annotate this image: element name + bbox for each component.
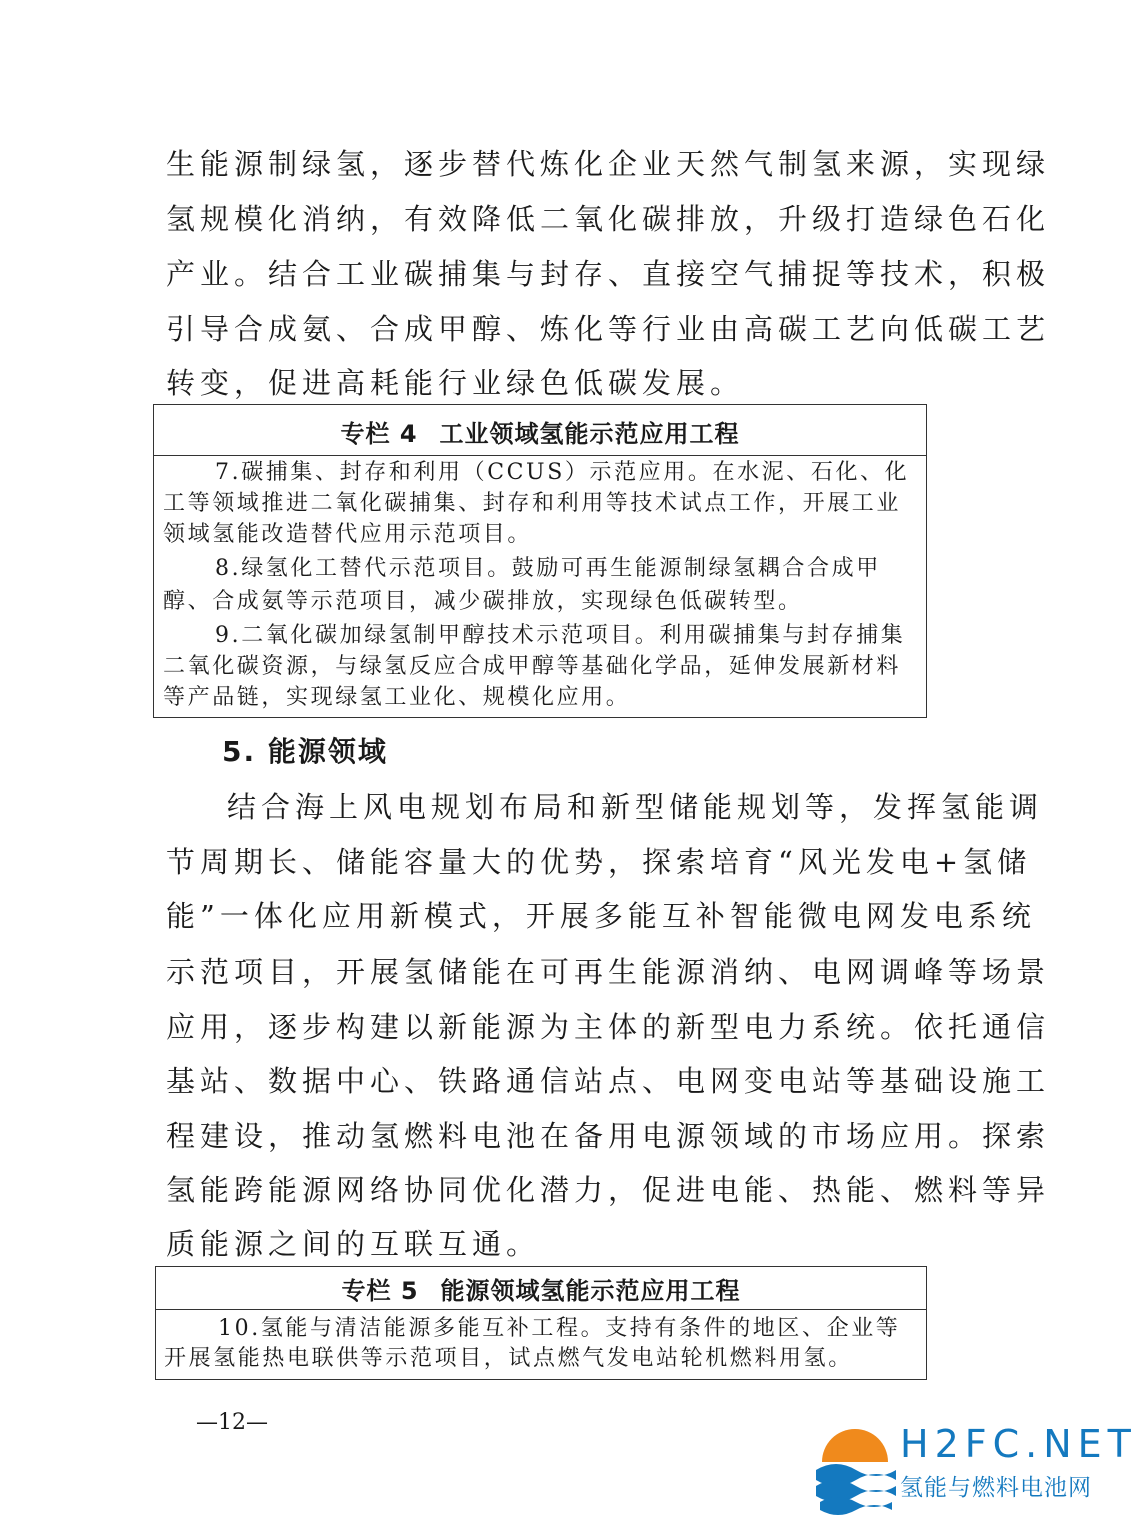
paragraph-line: 产业。结合工业碳捕集与封存、直接空气捕捉等技术，积极	[166, 257, 1051, 291]
watermark-brand: H2FC.NET	[900, 1422, 1137, 1466]
box-divider	[156, 1309, 926, 1310]
paragraph-line: 示范项目，开展氢储能在可再生能源消纳、电网调峰等场景	[166, 955, 1051, 989]
paragraph-line: 程建设，推动氢燃料电池在备用电源领域的市场应用。探索	[166, 1119, 1051, 1153]
box-line: 二氧化碳资源，与绿氢反应合成甲醇等基础化学品，延伸发展新材料	[163, 654, 902, 679]
paragraph-line: 能”一体化应用新模式，开展多能互补智能微电网发电系统	[166, 899, 1036, 933]
paragraph-line: 节周期长、储能容量大的优势，探索培育“风光发电+氢储	[166, 845, 1032, 879]
wave-sun-logo-icon	[812, 1418, 898, 1518]
paragraph-line: 生能源制绿氢，逐步替代炼化企业天然气制氢来源，实现绿	[166, 147, 1051, 181]
paragraph-line: 质能源之间的互联互通。	[166, 1227, 541, 1261]
box-title	[156, 1276, 926, 1306]
box-line: 工等领域推进二氧化碳捕集、封存和利用等技术试点工作，开展工业	[163, 491, 902, 516]
box-number: 专栏 4	[340, 420, 418, 448]
box-title-text: 能源领域氢能示范应用工程	[440, 1277, 741, 1305]
paragraph-line: 氢能跨能源网络协同优化潜力，促进电能、热能、燃料等异	[166, 1173, 1051, 1207]
watermark-subtitle: 氢能与燃料电池网	[900, 1475, 1092, 1501]
box-line: 8.绿氢化工替代示范项目。鼓励可再生能源制绿氢耦合合成甲	[215, 556, 881, 581]
paragraph-line: 应用，逐步构建以新能源为主体的新型电力系统。依托通信	[166, 1010, 1051, 1044]
watermark-logo	[812, 1418, 1137, 1522]
paragraph-line: 转变，促进高耗能行业绿色低碳发展。	[166, 366, 745, 400]
box-line: 领域氢能改造替代应用示范项目。	[163, 522, 533, 547]
page-number: —12—	[196, 1410, 268, 1435]
column-box-4	[153, 404, 927, 718]
box-number: 专栏 5	[341, 1277, 419, 1305]
box-line: 等产品链，实现绿氢工业化、规模化应用。	[163, 685, 631, 710]
section-heading: 5. 能源领域	[222, 735, 388, 768]
box-line: 开展氢能热电联供等示范项目，试点燃气发电站轮机燃料用氢。	[164, 1346, 853, 1371]
box-line: 7.碳捕集、封存和利用（CCUS）示范应用。在水泥、石化、化	[215, 460, 910, 485]
paragraph-line: 氢规模化消纳，有效降低二氧化碳排放，升级打造绿色石化	[166, 202, 1051, 236]
box-line: 10.氢能与清洁能源多能互补工程。支持有条件的地区、企业等	[218, 1316, 901, 1341]
box-line: 醇、合成氨等示范项目，减少碳排放，实现绿色低碳转型。	[163, 589, 803, 614]
box-title-text: 工业领域氢能示范应用工程	[439, 420, 740, 448]
box-divider	[154, 455, 926, 456]
paragraph-line: 引导合成氨、合成甲醇、炼化等行业由高碳工艺向低碳工艺	[166, 312, 1051, 346]
paragraph-line: 基站、数据中心、铁路通信站点、电网变电站等基础设施工	[166, 1064, 1051, 1098]
paragraph-line: 结合海上风电规划布局和新型储能规划等，发挥氢能调	[227, 790, 1044, 824]
box-title	[154, 419, 926, 449]
box-line: 9.二氧化碳加绿氢制甲醇技术示范项目。利用碳捕集与封存捕集	[215, 623, 906, 648]
column-box-5	[155, 1266, 927, 1380]
